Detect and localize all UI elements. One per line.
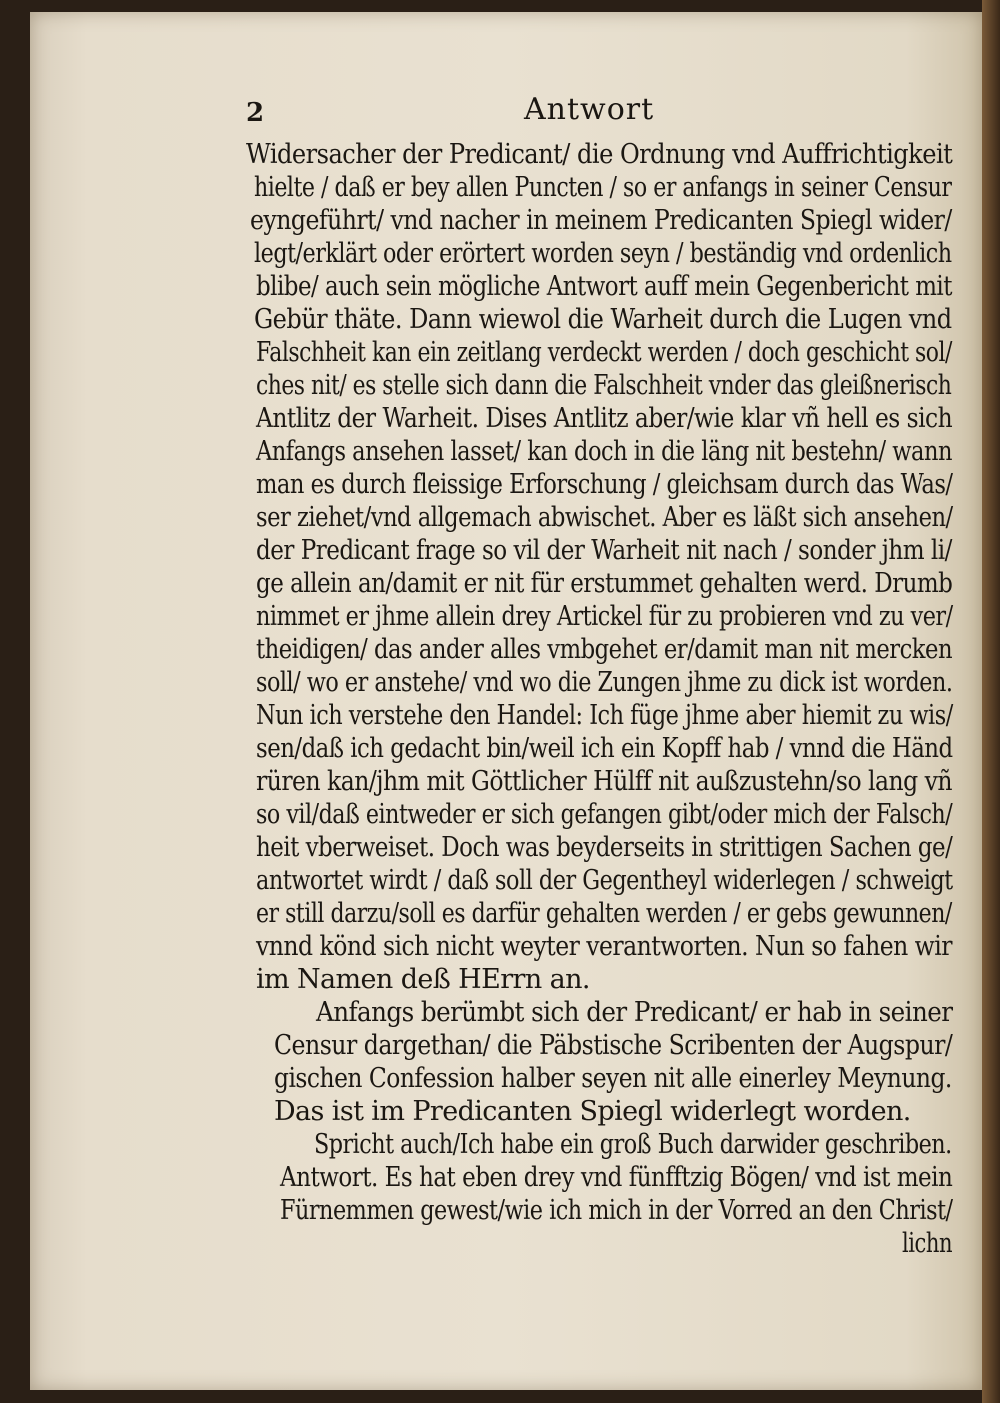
text-line: nimmet er jhme allein drey Artickel für zu probieren vnd zu ver/ bbox=[256, 601, 953, 632]
text-line: Widersacher der Predicant/ die Ordnung vnd Auffrichtigkeit bbox=[246, 139, 953, 170]
text-line: eyngeführt/ vnd nacher in meinem Predicanten Spiegl wider/ bbox=[250, 205, 952, 236]
text-line: Antwort. Es hat eben drey vnd fünfftzig Bögen/ vnd ist mein bbox=[280, 1162, 953, 1193]
text-line: gischen Confession halber seyen nit alle einerley Meynung. bbox=[274, 1063, 952, 1094]
text-line: ches nit/ es stelle sich dann die Falschheit vnder das gleißnerisch bbox=[256, 370, 952, 401]
page-number: 2 bbox=[246, 98, 265, 128]
text-line: theidigen/ das ander alles vmbgehet er/damit man nit mercken bbox=[256, 634, 953, 665]
text-line: so vil/daß eintweder er sich gefangen gibt/oder mich der Falsch/ bbox=[256, 799, 953, 830]
text-line: Nun ich verstehe den Handel: Ich füge jhme aber hiemit zu wis/ bbox=[256, 700, 953, 731]
text-line: blibe/ auch sein mögliche Antwort auff mein Gegenbericht mit bbox=[256, 271, 952, 302]
text-line: Anfangs ansehen lasset/ kan doch in die läng nit bestehn/ wann bbox=[256, 436, 952, 467]
text-line: antwortet wirdt / daß soll der Gegentheyl widerlegen / schweigt bbox=[256, 865, 953, 896]
text-line: Gebür thäte. Dann wiewol die Warheit durch die Lugen vnd bbox=[254, 304, 952, 335]
text-line: Das ist im Predicanten Spiegl widerlegt worden. bbox=[274, 1096, 911, 1127]
catchword: lichn bbox=[902, 1228, 953, 1259]
text-line: der Predicant frage so vil der Warheit nit nach / sonder jhm li/ bbox=[256, 535, 952, 566]
text-line: ser ziehet/vnd allgemach abwischet. Aber es läßt sich ansehen/ bbox=[256, 502, 953, 533]
text-line: sen/daß ich gedacht bin/weil ich ein Kopff hab / vnnd die Händ bbox=[256, 733, 953, 764]
text-line: er still darzu/soll es darfür gehalten werden / er gebs gewunnen/ bbox=[256, 898, 952, 929]
text-line: Antlitz der Warheit. Dises Antlitz aber/wie klar vñ hell es sich bbox=[256, 403, 953, 434]
text-line: ge allein an/damit er nit für erstummet gehalten werd. Drumb bbox=[256, 568, 953, 599]
text-line: Spricht auch/Ich habe ein groß Buch darwider geschriben. bbox=[314, 1129, 952, 1160]
text-line: man es durch fleissige Erforschung / gleichsam durch das Was/ bbox=[256, 469, 953, 500]
text-line: Anfangs berümbt sich der Predicant/ er hab in seiner bbox=[316, 997, 953, 1028]
text-line: Censur dargethan/ die Päbstische Scribenten der Augspur/ bbox=[274, 1030, 953, 1061]
text-line: vnnd könd sich nicht weyter verantworten. Nun so fahen wir bbox=[256, 931, 952, 962]
text-line: im Namen deß HErrn an. bbox=[256, 964, 590, 995]
page-header bbox=[30, 90, 982, 130]
text-line: Falschheit kan ein zeitlang verdeckt werden / doch geschicht sol/ bbox=[256, 337, 952, 368]
book-page bbox=[30, 12, 982, 1390]
book-edge bbox=[982, 0, 1000, 1403]
text-line: soll/ wo er anstehe/ vnd wo die Zungen jhme zu dick ist worden. bbox=[256, 667, 953, 698]
text-line: rüren kan/jhm mit Göttlicher Hülff nit außzustehn/so lang vñ bbox=[256, 766, 953, 797]
text-line: legt/erklärt oder erörtert worden seyn / beständig vnd ordenlich bbox=[254, 238, 952, 269]
text-line: Fürnemmen gewest/wie ich mich in der Vorred an den Christ/ bbox=[280, 1195, 953, 1226]
text-line: heit vberweiset. Doch was beyderseits in strittigen Sachen ge/ bbox=[256, 832, 953, 863]
text-line: hielte / daß er bey allen Puncten / so er anfangs in seiner Censur bbox=[254, 172, 952, 203]
running-head: Antwort bbox=[524, 92, 655, 127]
